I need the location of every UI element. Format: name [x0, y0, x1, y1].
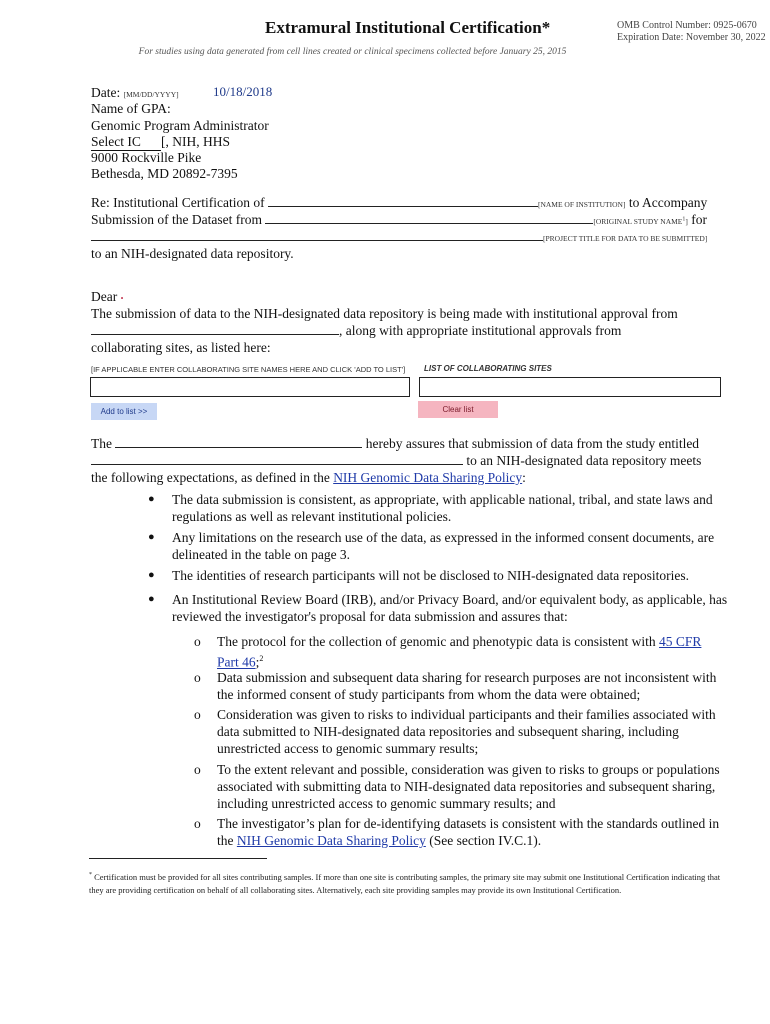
dear-label: Dear [91, 289, 118, 304]
circle-bullet-icon: o [194, 762, 201, 777]
gds-policy-link[interactable]: NIH Genomic Data Sharing Policy [333, 470, 523, 485]
project-title-field[interactable] [91, 228, 543, 241]
expiration-date: Expiration Date: November 30, 2022 [617, 32, 766, 43]
address-street: 9000 Rockville Pike [91, 150, 202, 165]
letter-p2-c: to an NIH-designated data repository meets [466, 453, 702, 468]
clear-list-button[interactable]: Clear list [418, 401, 498, 418]
letter-p1-c: collaborating sites, as listed here: [91, 340, 271, 355]
re-suffix: to Accompany [628, 195, 708, 210]
letter-p2-b: hereby assures that submission of data from the study entitled [365, 436, 700, 451]
dataset-prefix: Submission of the Dataset from [91, 212, 262, 227]
footnote [89, 869, 729, 897]
assuring-institution-field[interactable] [115, 435, 362, 448]
institution-name-field[interactable] [268, 194, 538, 207]
letter-p2-end: : [522, 470, 526, 485]
circle-bullet-icon: o [194, 634, 201, 649]
sites-instruction: [IF APPLICABLE ENTER COLLABORATING SITE NAMES HERE AND CLICK 'ADD TO LIST'] [91, 365, 406, 374]
date-input[interactable]: 10/18/2018 [213, 84, 273, 99]
collaborating-sites-list[interactable] [419, 377, 721, 397]
dataset-suffix: for [691, 212, 708, 227]
letter-p2-a: The [91, 436, 112, 451]
approving-institution-field[interactable] [91, 322, 339, 335]
omb-info [617, 20, 766, 44]
circle-bullet-icon: o [194, 707, 201, 722]
add-to-list-button[interactable]: Add to list >> [91, 403, 157, 420]
letter-p1-b: , along with appropriate institutional approvals from [339, 323, 622, 338]
study-name-label: [ORIGINAL STUDY NAME$^1$] [593, 216, 688, 226]
letter-p2-line-2 [91, 452, 701, 469]
ic-suffix: [, NIH, HHS [161, 134, 230, 149]
letter-p1-b-line [91, 322, 621, 339]
circle-bullet-icon: o [194, 816, 201, 831]
footnote-text: Certification must be provided for all sites contributing samples. If more than one site is contributing samples, the primary site may submit one Institutional Certification indicating that they are providing certification on behalf of all collaborating sites. Alternatively, each site providing samples may provide its own Institutional Certification. [89, 871, 721, 895]
gpa-label: Name of GPA: [91, 101, 171, 116]
required-dot-icon: • [120, 294, 124, 303]
bullet-icon: ● [148, 493, 155, 505]
cfr-part-46-link[interactable]: 45 CFR Part 46 [217, 634, 702, 670]
bullet-icon: ● [148, 569, 155, 581]
select-ic-dropdown[interactable]: Select IC [91, 133, 161, 151]
re-line-4: to an NIH-designated data repository. [91, 246, 294, 261]
bullet-icon: ● [148, 593, 155, 605]
footnote-marker: * [89, 872, 92, 878]
date-label: Date: [91, 85, 121, 100]
gpa-name: Genomic Program Administrator [91, 118, 269, 133]
gds-policy-link-2[interactable]: NIH Genomic Data Sharing Policy [236, 833, 426, 848]
re-prefix: Re: Institutional Certification of [91, 195, 265, 210]
study-title-field[interactable] [91, 452, 463, 465]
site-name-input[interactable] [90, 377, 410, 397]
letter-p2-d: the following expectations, as defined in the [91, 470, 330, 485]
letter-p2-line-1 [91, 435, 699, 452]
page-subtitle: For studies using data generated from cell lines created or clinical specimens collected before January 25, 2015 [138, 47, 567, 57]
institution-label: [NAME OF INSTITUTION] [537, 200, 626, 209]
date-format: [MM/DD/YYYY] [123, 90, 179, 99]
circle-bullet-icon: o [194, 670, 201, 685]
study-name-field[interactable] [265, 211, 593, 224]
letter-p1-a: The submission of data to the NIH-designated data repository is being made with institutional approval from [91, 306, 678, 321]
omb-control-number: OMB Control Number: 0925-0670 [617, 20, 757, 31]
footnote-divider [89, 858, 267, 859]
address-city: Bethesda, MD 20892-7395 [91, 166, 238, 181]
letter-p2-line-3 [91, 469, 526, 486]
sites-list-label: LIST OF COLLABORATING SITES [424, 364, 552, 373]
page-title: Extramural Institutional Certification* [265, 18, 551, 37]
project-title-label: [PROJECT TITLE FOR DATA TO BE SUBMITTED] [543, 234, 708, 243]
bullet-icon: ● [148, 531, 155, 543]
